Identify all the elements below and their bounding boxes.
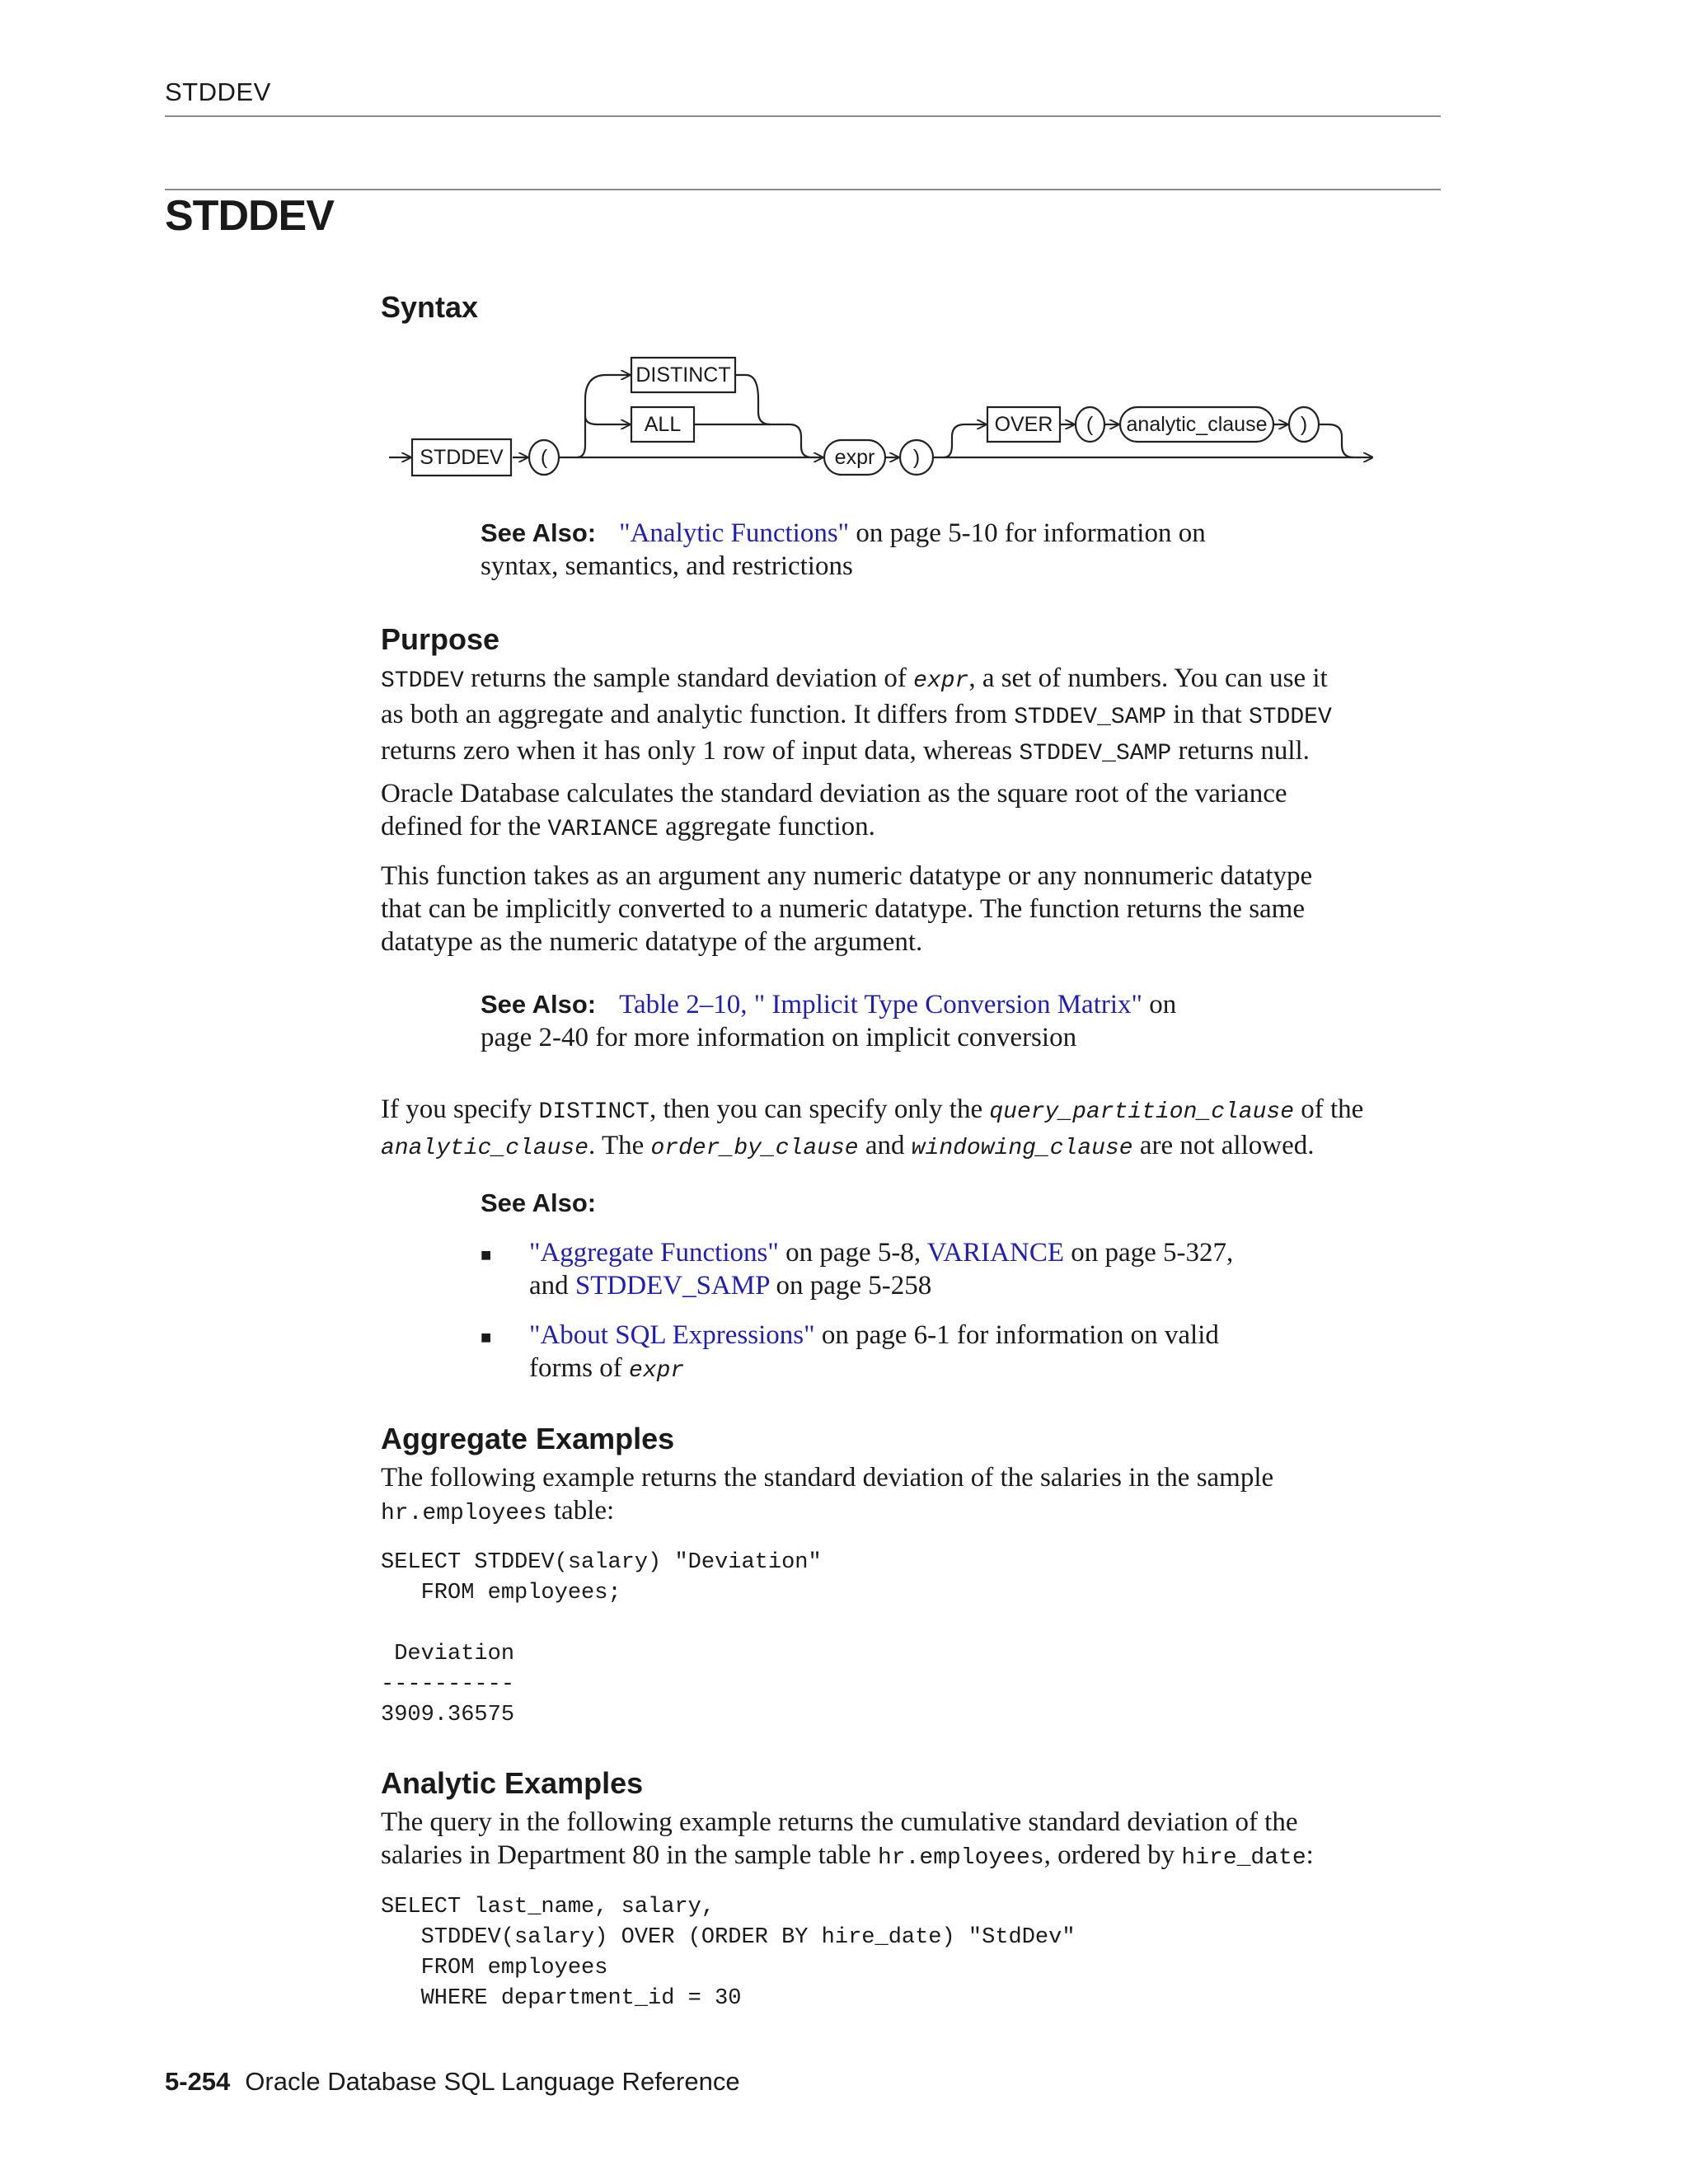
aggregate-examples-heading: Aggregate Examples (381, 1422, 675, 1455)
text: datatype as the numeric datatype of the argument. (381, 927, 923, 957)
stddev-keyword-label: STDDEV (420, 446, 504, 469)
code-stddev: STDDEV (381, 668, 464, 694)
book-title: Oracle Database SQL Language Reference (245, 2067, 740, 2096)
analytic-paragraph (381, 1806, 1444, 1875)
code-expr: expr (913, 668, 969, 694)
text: as both an aggregate and analytic function. It differs from (381, 700, 1015, 729)
code-order-by-clause: order_by_clause (650, 1136, 859, 1161)
text: table: (546, 1496, 615, 1526)
text: forms of (529, 1353, 629, 1383)
see-also-item-2 (529, 1319, 1353, 1388)
see-also-label: See Also: (481, 1188, 597, 1217)
text: The following example returns the standard deviation of the salaries in the sample (381, 1463, 1274, 1493)
text: of the (1294, 1094, 1364, 1124)
text: , a set of numbers. You can use it (968, 663, 1328, 693)
text: aggregate function. (658, 812, 875, 841)
code-stddev-samp: STDDEV_SAMP (1014, 705, 1167, 730)
conversion-matrix-link[interactable]: Table 2–10, " Implicit Type Conversion Matrix" (619, 990, 1142, 1019)
see-also-label: See Also: (481, 518, 597, 547)
header-rule (165, 115, 1441, 117)
code-stddev-samp: STDDEV_SAMP (1019, 741, 1172, 766)
see-also-analytic (481, 517, 1305, 583)
see-also-text: on page 5-10 for information on (849, 518, 1206, 548)
code-analytic-clause: analytic_clause (381, 1136, 589, 1161)
purpose-paragraph-3 (381, 860, 1444, 958)
bullet-icon: ■ (481, 1244, 492, 1265)
text: salaries in Department 80 in the sample table (381, 1840, 878, 1870)
see-also-text-line2: page 2-40 for more information on implicit conversion (481, 1023, 1077, 1052)
code-stddev: STDDEV (1248, 705, 1332, 730)
code-windowing-clause: windowing_clause (911, 1136, 1133, 1161)
text: that can be implicitly converted to a numeric datatype. The function returns the same (381, 894, 1306, 924)
see-also-text: on (1142, 990, 1177, 1019)
text: . The (588, 1131, 651, 1160)
code-expr: expr (628, 1358, 685, 1384)
text: are not allowed. (1132, 1131, 1315, 1160)
text: returns the sample standard deviation of (463, 663, 914, 693)
see-also-conversion (481, 988, 1305, 1054)
distinct-keyword-label: DISTINCT (635, 363, 731, 387)
analytic-functions-link[interactable]: "Analytic Functions" (619, 518, 850, 548)
text: , ordered by (1043, 1840, 1182, 1870)
aggregate-paragraph (381, 1461, 1444, 1530)
text: defined for the (381, 812, 548, 841)
code-variance: VARIANCE (547, 817, 659, 842)
stddev-samp-link[interactable]: STDDEV_SAMP (574, 1271, 770, 1301)
text: : (1306, 1840, 1314, 1870)
code-hr-employees: hr.employees (381, 1501, 547, 1526)
variance-link[interactable]: VARIANCE (926, 1238, 1064, 1268)
page-title: STDDEV (165, 192, 334, 240)
text: returns zero when it has only 1 row of input data, whereas (381, 736, 1020, 766)
text: The query in the following example returns the cumulative standard deviation of the (381, 1807, 1298, 1837)
aggregate-code-example: SELECT STDDEV(salary) "Deviation" FROM employees; Deviation ---------- 3909.36575 (381, 1550, 822, 1727)
open-paren-label: ( (540, 446, 548, 469)
bullet-icon: ■ (481, 1327, 492, 1347)
aggregate-functions-link[interactable]: "Aggregate Functions" (529, 1238, 779, 1268)
see-also-item-1 (529, 1236, 1353, 1302)
page-footer (165, 2067, 740, 2097)
see-also-list-label (481, 1187, 1305, 1220)
page-number: 5-254 (165, 2067, 231, 2096)
analytic-clause-label: analytic_clause (1126, 413, 1268, 436)
text: and (529, 1271, 575, 1301)
text: This function takes as an argument any numeric datatype or any nonnumeric datatype (381, 861, 1313, 891)
purpose-paragraph-4 (381, 1093, 1444, 1165)
text: on page 5-8, (778, 1238, 927, 1268)
analytic-code-example: SELECT last_name, salary, STDDEV(salary) OVER (ORDER BY hire_date) "StdDev" FROM employees WHERE department_id = 30 (381, 1895, 1076, 2011)
code-distinct: DISTINCT (538, 1099, 649, 1125)
text: returns null. (1171, 736, 1310, 766)
sql-expressions-link[interactable]: "About SQL Expressions" (529, 1320, 815, 1350)
title-rule (165, 189, 1441, 190)
see-also-label: See Also: (481, 990, 597, 1019)
text: , then you can specify only the (649, 1094, 990, 1124)
over-keyword-label: OVER (994, 413, 1053, 436)
syntax-heading: Syntax (381, 290, 479, 324)
purpose-paragraph-2 (381, 777, 1444, 846)
open-paren-label-2: ( (1085, 413, 1094, 436)
text: If you specify (381, 1094, 539, 1124)
running-header: STDDEV (165, 77, 271, 106)
code-hire-date: hire_date (1181, 1845, 1306, 1871)
expr-label: expr (834, 446, 875, 469)
close-paren-label: ) (912, 446, 921, 469)
see-also-text-line2: syntax, semantics, and restrictions (481, 551, 853, 581)
code-hr-employees: hr.employees (877, 1845, 1044, 1871)
text: and (858, 1131, 912, 1160)
text: on page 6-1 for information on valid (814, 1320, 1219, 1350)
text: on page 5-327, (1064, 1238, 1234, 1268)
code-query-partition-clause: query_partition_clause (989, 1099, 1295, 1125)
analytic-examples-heading: Analytic Examples (381, 1766, 644, 1800)
close-paren-label-2: ) (1300, 413, 1308, 436)
text: Oracle Database calculates the standard deviation as the square root of the variance (381, 779, 1287, 808)
text: in that (1166, 700, 1249, 729)
text: on page 5-258 (769, 1271, 932, 1301)
syntax-diagram (379, 346, 1401, 486)
all-keyword-label: ALL (644, 413, 682, 436)
purpose-paragraph-1 (381, 662, 1444, 771)
purpose-heading: Purpose (381, 622, 500, 656)
